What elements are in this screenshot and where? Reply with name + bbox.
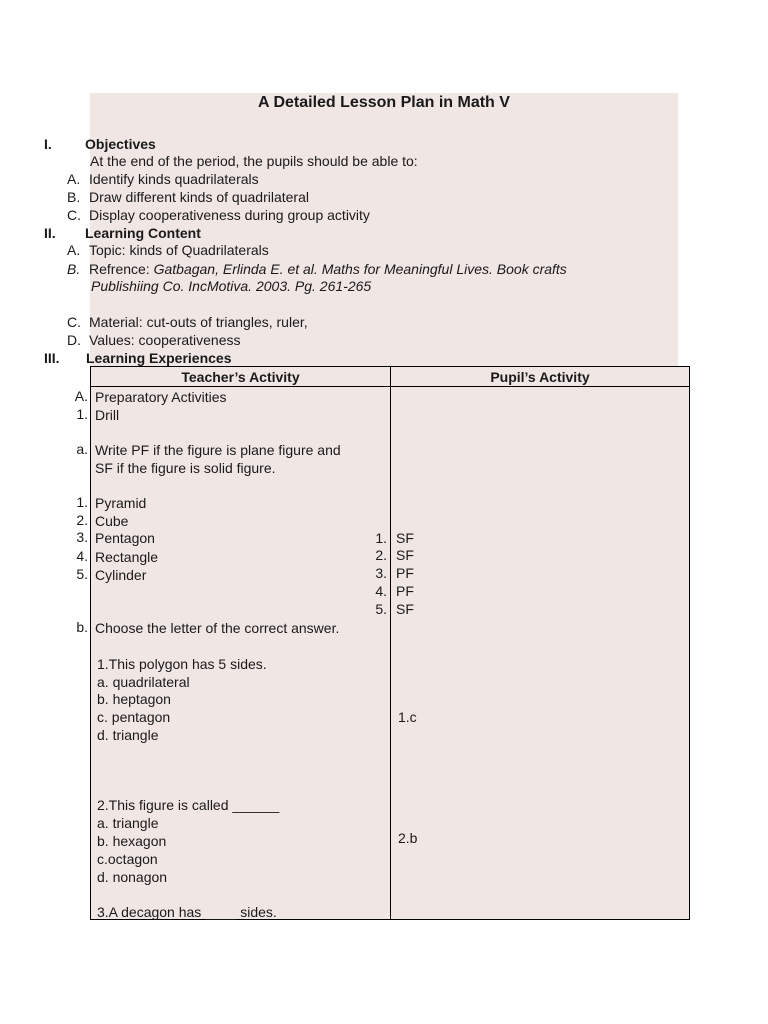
answer-number: 1. <box>375 530 387 546</box>
objective-item: Display cooperativeness during group activity <box>89 207 370 223</box>
content-reference <box>89 260 567 278</box>
content-topic: Topic: kinds of Quadrilaterals <box>89 242 269 258</box>
table-row-label: 2. <box>76 512 88 528</box>
reference-citation-line2: Publishiing Co. IncMotiva. 2003. Pg. 261-265 <box>91 278 372 294</box>
table-row-label: 5. <box>76 566 88 582</box>
teacher-choose-instruction: Choose the letter of the correct answer. <box>95 620 340 636</box>
content-letter: A. <box>67 242 81 258</box>
question-2-option: a. triangle <box>97 815 159 831</box>
answer-number: 5. <box>375 601 387 617</box>
content-letter: D. <box>67 332 81 348</box>
table-row-label: 4. <box>76 548 88 564</box>
content-letter: C. <box>67 314 81 330</box>
question-1-option: d. triangle <box>97 727 159 743</box>
table-row-label: A. <box>74 388 88 404</box>
figure-item: Rectangle <box>95 549 159 565</box>
objective-letter: A. <box>67 171 81 187</box>
table-header-pupil: Pupil’s Activity <box>490 369 590 385</box>
pupil-answer: PF <box>396 583 414 599</box>
objective-item: Identify kinds quadrilaterals <box>89 171 259 187</box>
answer-number: 3. <box>375 565 387 581</box>
section-heading-objectives: Objectives <box>85 136 156 152</box>
section-heading-experiences: Learning Experiences <box>86 350 232 366</box>
question-2-option: d. nonagon <box>97 869 168 885</box>
objectives-intro: At the end of the period, the pupils should be able to: <box>90 153 418 169</box>
content-material: Material: cut-outs of triangles, ruler, <box>89 314 308 330</box>
content-values: Values: cooperativeness <box>89 332 241 348</box>
pupil-answer: PF <box>396 565 414 581</box>
objective-item: Draw different kinds of quadrilateral <box>89 189 309 205</box>
reference-label: Refrence: <box>89 261 154 277</box>
table-row-label: 1. <box>76 406 88 422</box>
section-heading-content: Learning Content <box>85 225 201 241</box>
question-1: 1.This polygon has 5 sides. <box>97 656 267 672</box>
question-2-option: c.octagon <box>97 851 158 867</box>
pupil-answer-1: 1.c <box>398 709 417 725</box>
content-letter: B. <box>67 261 81 277</box>
figure-item: Pyramid <box>95 495 147 511</box>
question-1-option: a. quadrilateral <box>97 674 190 690</box>
table-column-divider <box>390 367 391 919</box>
table-row-label: a. <box>76 441 88 457</box>
objective-letter: C. <box>67 207 81 223</box>
pupil-answer: SF <box>396 547 414 563</box>
question-2: 2.This figure is called ______ <box>97 797 280 813</box>
objective-letter: B. <box>67 189 81 205</box>
question-1-option: b. heptagon <box>97 691 171 707</box>
answer-number: 4. <box>375 583 387 599</box>
section-number-experiences: III. <box>44 350 60 366</box>
question-3: 3.A decagon has ____ sides. <box>97 904 277 920</box>
teacher-write-instruction-line1: Write PF if the figure is plane figure and <box>95 442 341 458</box>
question-2-option: b. hexagon <box>97 833 167 849</box>
section-number-objectives: I. <box>44 136 52 152</box>
teacher-write-instruction-line2: SF if the figure is solid figure. <box>95 460 276 476</box>
answer-number: 2. <box>375 547 387 563</box>
reference-citation-line1: Gatbagan, Erlinda E. et al. Maths for Meaningful Lives. Book crafts <box>153 261 567 277</box>
table-row-label: b. <box>76 619 88 635</box>
table-row-label: 3. <box>76 529 88 545</box>
teacher-drill: Drill <box>95 407 120 423</box>
figure-item: Pentagon <box>95 530 155 546</box>
section-number-content: II. <box>44 225 56 241</box>
table-header-teacher: Teacher’s Activity <box>181 369 300 385</box>
figure-item: Cylinder <box>95 567 147 583</box>
page-title: A Detailed Lesson Plan in Math V <box>258 94 510 111</box>
pupil-answer: SF <box>396 601 414 617</box>
question-1-option: c. pentagon <box>97 709 171 725</box>
teacher-preparatory: Preparatory Activities <box>95 389 227 405</box>
figure-item: Cube <box>95 513 129 529</box>
pupil-answer: SF <box>396 530 414 546</box>
activities-table <box>90 366 690 920</box>
pupil-answer-2: 2.b <box>398 830 418 846</box>
table-row-label: 1. <box>76 494 88 510</box>
table-header-divider <box>91 386 689 387</box>
